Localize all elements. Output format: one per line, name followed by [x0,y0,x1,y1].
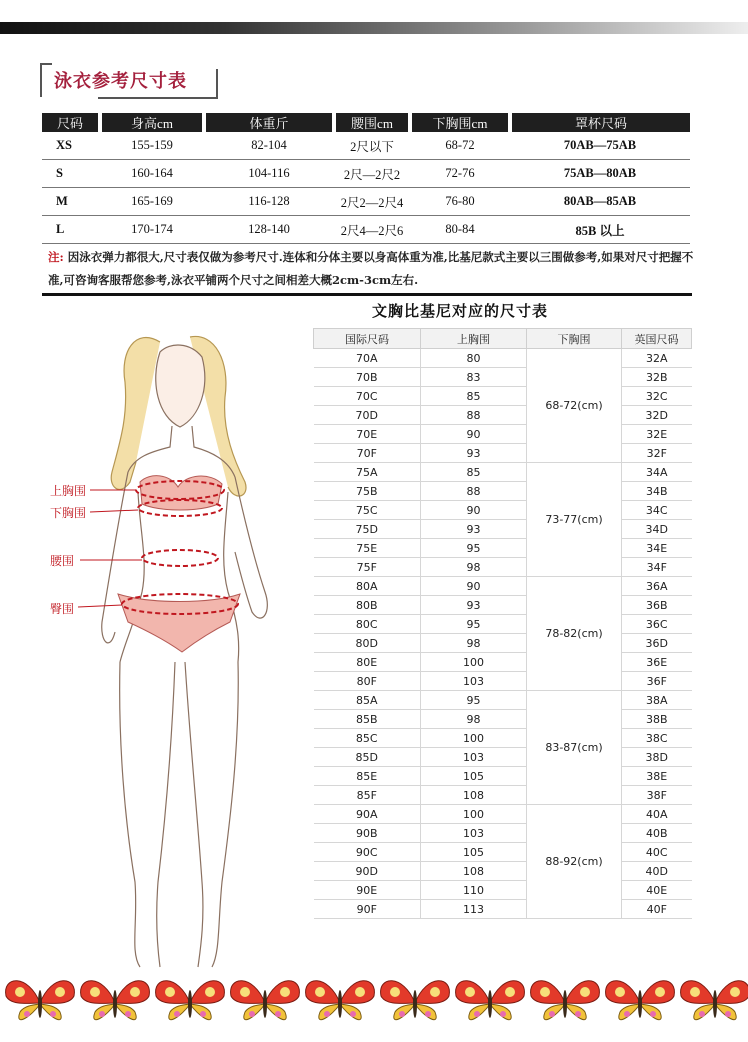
table-row [314,539,692,558]
upper-bust: 113 [421,900,527,919]
under-bust: 83-87(cm) [527,691,622,805]
uk-size: 36E [622,653,692,672]
size-cell: 68-72 [410,132,510,160]
uk-size: 32F [622,444,692,463]
intl-size: 70E [314,425,421,444]
upper-bust: 103 [421,748,527,767]
size-cell: 116-128 [204,188,334,216]
size-cell: 170-174 [100,216,204,244]
uk-size: 38A [622,691,692,710]
upper-bust: 90 [421,577,527,596]
bra-size-table [313,328,692,919]
table-row [314,748,692,767]
table-row [42,216,690,244]
label-waist: 腰围 [50,554,75,568]
table-row [314,691,692,710]
size-cell: 80-84 [410,216,510,244]
intl-size: 85A [314,691,421,710]
uk-size: 40E [622,881,692,900]
butterfly-icon [156,981,225,1020]
table-row [314,729,692,748]
uk-size: 32C [622,387,692,406]
upper-bust: 83 [421,368,527,387]
size-cell: 85B 以上 [510,216,690,244]
bra-header-3: 英国尺码 [622,329,692,349]
intl-size: 90A [314,805,421,824]
table-row [314,368,692,387]
uk-size: 34A [622,463,692,482]
label-upper-bust: 上胸围 [50,484,87,498]
intl-size: 90D [314,862,421,881]
uk-size: 32E [622,425,692,444]
intl-size: 75B [314,482,421,501]
size-note [48,246,698,292]
upper-bust: 93 [421,444,527,463]
size-cell: 2尺—2尺2 [334,160,410,188]
size-cell: M [42,188,100,216]
size-header-5: 罩杯尺码 [510,113,690,132]
upper-bust: 108 [421,786,527,805]
butterfly-icon [231,981,300,1020]
butterfly-icon [681,981,748,1020]
upper-bust: 100 [421,805,527,824]
table-row [314,824,692,843]
upper-bust: 110 [421,881,527,900]
under-bust: 73-77(cm) [527,463,622,577]
size-cell: 76-80 [410,188,510,216]
upper-bust: 90 [421,501,527,520]
uk-size: 34F [622,558,692,577]
intl-size: 85B [314,710,421,729]
table-row [314,349,692,368]
size-header-1: 身高cm [100,113,204,132]
intl-size: 80E [314,653,421,672]
intl-size: 80D [314,634,421,653]
uk-size: 40B [622,824,692,843]
intl-size: 75A [314,463,421,482]
under-bust: 88-92(cm) [527,805,622,919]
intl-size: 85E [314,767,421,786]
size-cell: 2尺2—2尺4 [334,188,410,216]
upper-bust: 98 [421,710,527,729]
butterfly-icon [606,981,675,1020]
uk-size: 36B [622,596,692,615]
uk-size: 38C [622,729,692,748]
bra-header-1: 上胸围 [421,329,527,349]
table-row [42,188,690,216]
upper-bust: 93 [421,520,527,539]
upper-bust: 95 [421,539,527,558]
upper-bust: 88 [421,482,527,501]
intl-size: 90C [314,843,421,862]
table-row [314,634,692,653]
note-text: 因泳衣弹力都很大,尺寸表仅做为参考尺寸.连体和分体主要以身高体重为准,比基尼款式主要以三围做参考,如果对尺寸把握不准,可咨询客服帮您参考,泳衣平铺两个尺寸之间相差大概2cm-3cm左右. [48,250,694,287]
intl-size: 80B [314,596,421,615]
under-bust: 78-82(cm) [527,577,622,691]
intl-size: 75D [314,520,421,539]
table-row [314,558,692,577]
table-row [314,444,692,463]
table-row [314,710,692,729]
uk-size: 36A [622,577,692,596]
intl-size: 70F [314,444,421,463]
uk-size: 34B [622,482,692,501]
size-cell: 70AB—75AB [510,132,690,160]
upper-bust: 100 [421,729,527,748]
uk-size: 36C [622,615,692,634]
size-header-3: 腰围cm [334,113,410,132]
table-row [314,520,692,539]
swimsuit-size-table [42,113,690,244]
table-row [314,501,692,520]
table-row [42,132,690,160]
upper-bust: 98 [421,558,527,577]
upper-bust: 105 [421,843,527,862]
uk-size: 32A [622,349,692,368]
size-cell: S [42,160,100,188]
divider [42,293,692,296]
intl-size: 85C [314,729,421,748]
intl-size: 85F [314,786,421,805]
table-row [314,463,692,482]
upper-bust: 85 [421,463,527,482]
size-cell: 165-169 [100,188,204,216]
upper-bust: 105 [421,767,527,786]
size-cell: 104-116 [204,160,334,188]
intl-size: 90B [314,824,421,843]
table-row [314,881,692,900]
body-measurement-illustration [40,322,310,972]
top-gradient-bar [0,22,748,34]
size-header-2: 体重斤 [204,113,334,132]
upper-bust: 95 [421,691,527,710]
title-frame [40,63,218,99]
table-row [314,653,692,672]
size-cell: XS [42,132,100,160]
intl-size: 90F [314,900,421,919]
uk-size: 32D [622,406,692,425]
table-row [314,805,692,824]
upper-bust: 103 [421,824,527,843]
uk-size: 36D [622,634,692,653]
size-cell: 2尺4—2尺6 [334,216,410,244]
size-cell: 160-164 [100,160,204,188]
upper-bust: 108 [421,862,527,881]
butterfly-icon [381,981,450,1020]
page-title: 泳衣参考尺寸表 [54,71,187,92]
uk-size: 38F [622,786,692,805]
table-row [314,767,692,786]
uk-size: 38D [622,748,692,767]
table-row [42,160,690,188]
intl-size: 90E [314,881,421,900]
intl-size: 75C [314,501,421,520]
bra-table-title: 文胸比基尼对应的尺寸表 [372,302,549,320]
size-header-0: 尺码 [42,113,100,132]
intl-size: 70D [314,406,421,425]
table-row [314,615,692,634]
table-row [314,862,692,881]
bra-header-0: 国际尺码 [314,329,421,349]
uk-size: 40D [622,862,692,881]
table-row [314,406,692,425]
intl-size: 70A [314,349,421,368]
table-row [314,596,692,615]
upper-bust: 93 [421,596,527,615]
under-bust: 68-72(cm) [527,349,622,463]
upper-bust: 80 [421,349,527,368]
upper-bust: 88 [421,406,527,425]
uk-size: 34D [622,520,692,539]
intl-size: 80F [314,672,421,691]
upper-bust: 103 [421,672,527,691]
table-row [314,843,692,862]
upper-bust: 85 [421,387,527,406]
uk-size: 34C [622,501,692,520]
uk-size: 36F [622,672,692,691]
table-row [314,387,692,406]
uk-size: 40A [622,805,692,824]
butterfly-border [0,968,748,1038]
size-cell: 128-140 [204,216,334,244]
intl-size: 85D [314,748,421,767]
size-cell: 80AB—85AB [510,188,690,216]
bra-header-2: 下胸围 [527,329,622,349]
table-row [314,672,692,691]
intl-size: 70B [314,368,421,387]
intl-size: 75F [314,558,421,577]
label-hip: 臀围 [50,602,75,616]
table-row [314,900,692,919]
upper-bust: 90 [421,425,527,444]
uk-size: 40C [622,843,692,862]
intl-size: 75E [314,539,421,558]
label-under-bust: 下胸围 [50,506,87,520]
size-cell: 82-104 [204,132,334,160]
table-row [314,425,692,444]
table-row [314,786,692,805]
butterfly-icon [6,981,75,1020]
upper-bust: 95 [421,615,527,634]
butterfly-icon [456,981,525,1020]
butterfly-icon [531,981,600,1020]
size-cell: 72-76 [410,160,510,188]
uk-size: 38E [622,767,692,786]
size-cell: 75AB—80AB [510,160,690,188]
intl-size: 80A [314,577,421,596]
uk-size: 32B [622,368,692,387]
butterfly-icon [81,981,150,1020]
note-label: 注: [48,250,64,264]
size-cell: 2尺以下 [334,132,410,160]
size-cell: L [42,216,100,244]
size-header-4: 下胸围cm [410,113,510,132]
upper-bust: 98 [421,634,527,653]
uk-size: 40F [622,900,692,919]
size-cell: 155-159 [100,132,204,160]
butterfly-icon [306,981,375,1020]
intl-size: 80C [314,615,421,634]
upper-bust: 100 [421,653,527,672]
intl-size: 70C [314,387,421,406]
table-row [314,577,692,596]
uk-size: 38B [622,710,692,729]
uk-size: 34E [622,539,692,558]
table-row [314,482,692,501]
